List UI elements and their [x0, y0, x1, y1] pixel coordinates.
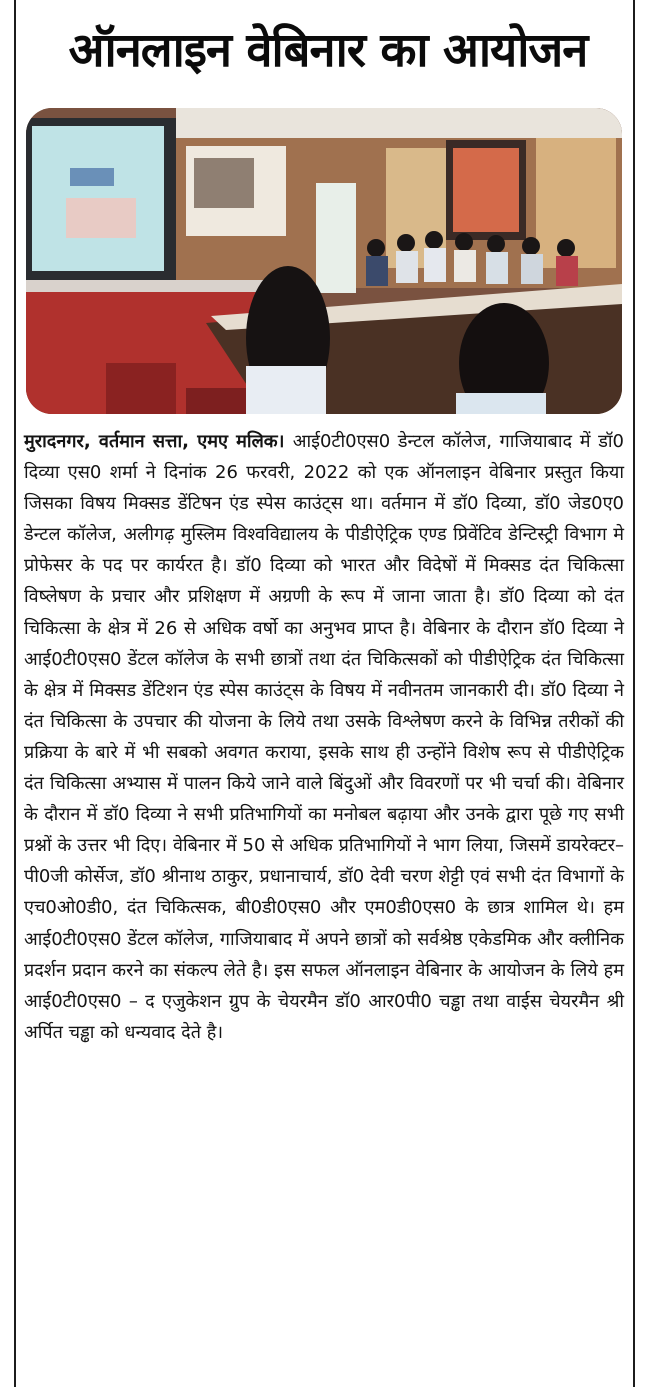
column-rule-right — [633, 0, 635, 1387]
headline: ऑनलाइन वेबिनार का आयोजन — [68, 23, 588, 78]
column-rule-left — [14, 0, 16, 1387]
webinar-room-photo — [26, 108, 622, 414]
article-body — [24, 426, 624, 1048]
article-text: आई0टी0एस0 डेन्टल कॉलेज, गाजियाबाद में डॉ0 दिव्या एस0 शर्मा ने दिनांक 26 फरवरी, 2022 को एक ऑनलाइन वेबिनार प्रस्तुत किया जिसका विषय मिक्सड डेंटिषन एंड स्पेस काउंट्स था। वर्तमान में डॉ0 दिव्या, डॉ0 जेड0ए0 डेन्टल कॉलेज, अलीगढ़ मुस्लिम विश्वविद्यालय के पीडीऐट्रिक एण्ड प्रिवेंटिव डेन्टिस्ट्री विभाग मे प्रोफेसर के पद पर कार्यरत है। डॉ0 दिव्या को भारत और विदेषों में मिक्सड दंत चिकित्सा विष्लेषण के प्रचार और प्रशिक्षण में अग्रणी के रूप में जाना जाता है। डॉ0 दिव्या को दंत चिकित्सा के क्षेत्र में 26 से अधिक वर्षो का अनुभव प्राप्त है। वेबिनार के दौरान डॉ0 दिव्या ने आई0टी0एस0 डेंटल कॉलेज के सभी छात्रों तथा दंत चिकित्सकों को पीडीऐट्रिक दंत चिकित्सा के क्षेत्र में मिक्सड डेंटिशन एंड स्पेस काउंट्स के विषय में नवीनतम जानकारी दी। डॉ0 दिव्या ने दंत चिकित्सा के उपचार की योजना के लिये तथा उसके विश्लेषण करने के विभिन्न तरीकों की प्रक्रिया के बारे में भी सबको अवगत कराया, इसके साथ ही उन्होंने विशेष रूप से पीडीऐट्रिक दंत चिकित्सा अभ्यास में पालन किये जाने वाले बिंदुओं और विवरणों पर भी चर्चा की। वेबिनार के दौरान में डॉ0 दिव्या ने सभी प्रतिभागियों का मनोबल बढ़ाया और उनके द्वारा पूछे गए सभी प्रश्नों के उत्तर भी दिए। वेबिनार में 50 से अधिक प्रतिभागियों ने भाग लिया, जिसमें डायरेक्टर–पी0जी कोर्सेज, डॉ0 श्रीनाथ ठाकुर, प्रधानाचार्य, डॉ0 देवी चरण शेट्टी एवं सभी दंत विभागों के एच0ओ0डी0, दंत चिकित्सक, बी0डी0एस0 और एम0डी0एस0 के छात्र शामिल थे। हम आई0टी0एस0 डेंटल कॉलेज, गाजियाबाद में अपने छात्रों को सर्वश्रेष्ठ एकेडमिक और क्लीनिक प्रदर्शन प्रदान करने का संकल्प लेते है। इस सफल ऑनलाइन वेबिनार के आयोजन के लिये हम आई0टी0एस0 – द एजुकेशन ग्रुप के चेयरमैन डॉ0 आर0पी0 चड्ढा तथा वाईस चेयरमैन श्री अर्पित चड्ढा को धन्यवाद देते है। — [24, 431, 624, 1043]
news-photo — [26, 108, 622, 414]
dateline: मुरादनगर, वर्तमान सत्ता, एमए मलिक। — [24, 431, 293, 452]
